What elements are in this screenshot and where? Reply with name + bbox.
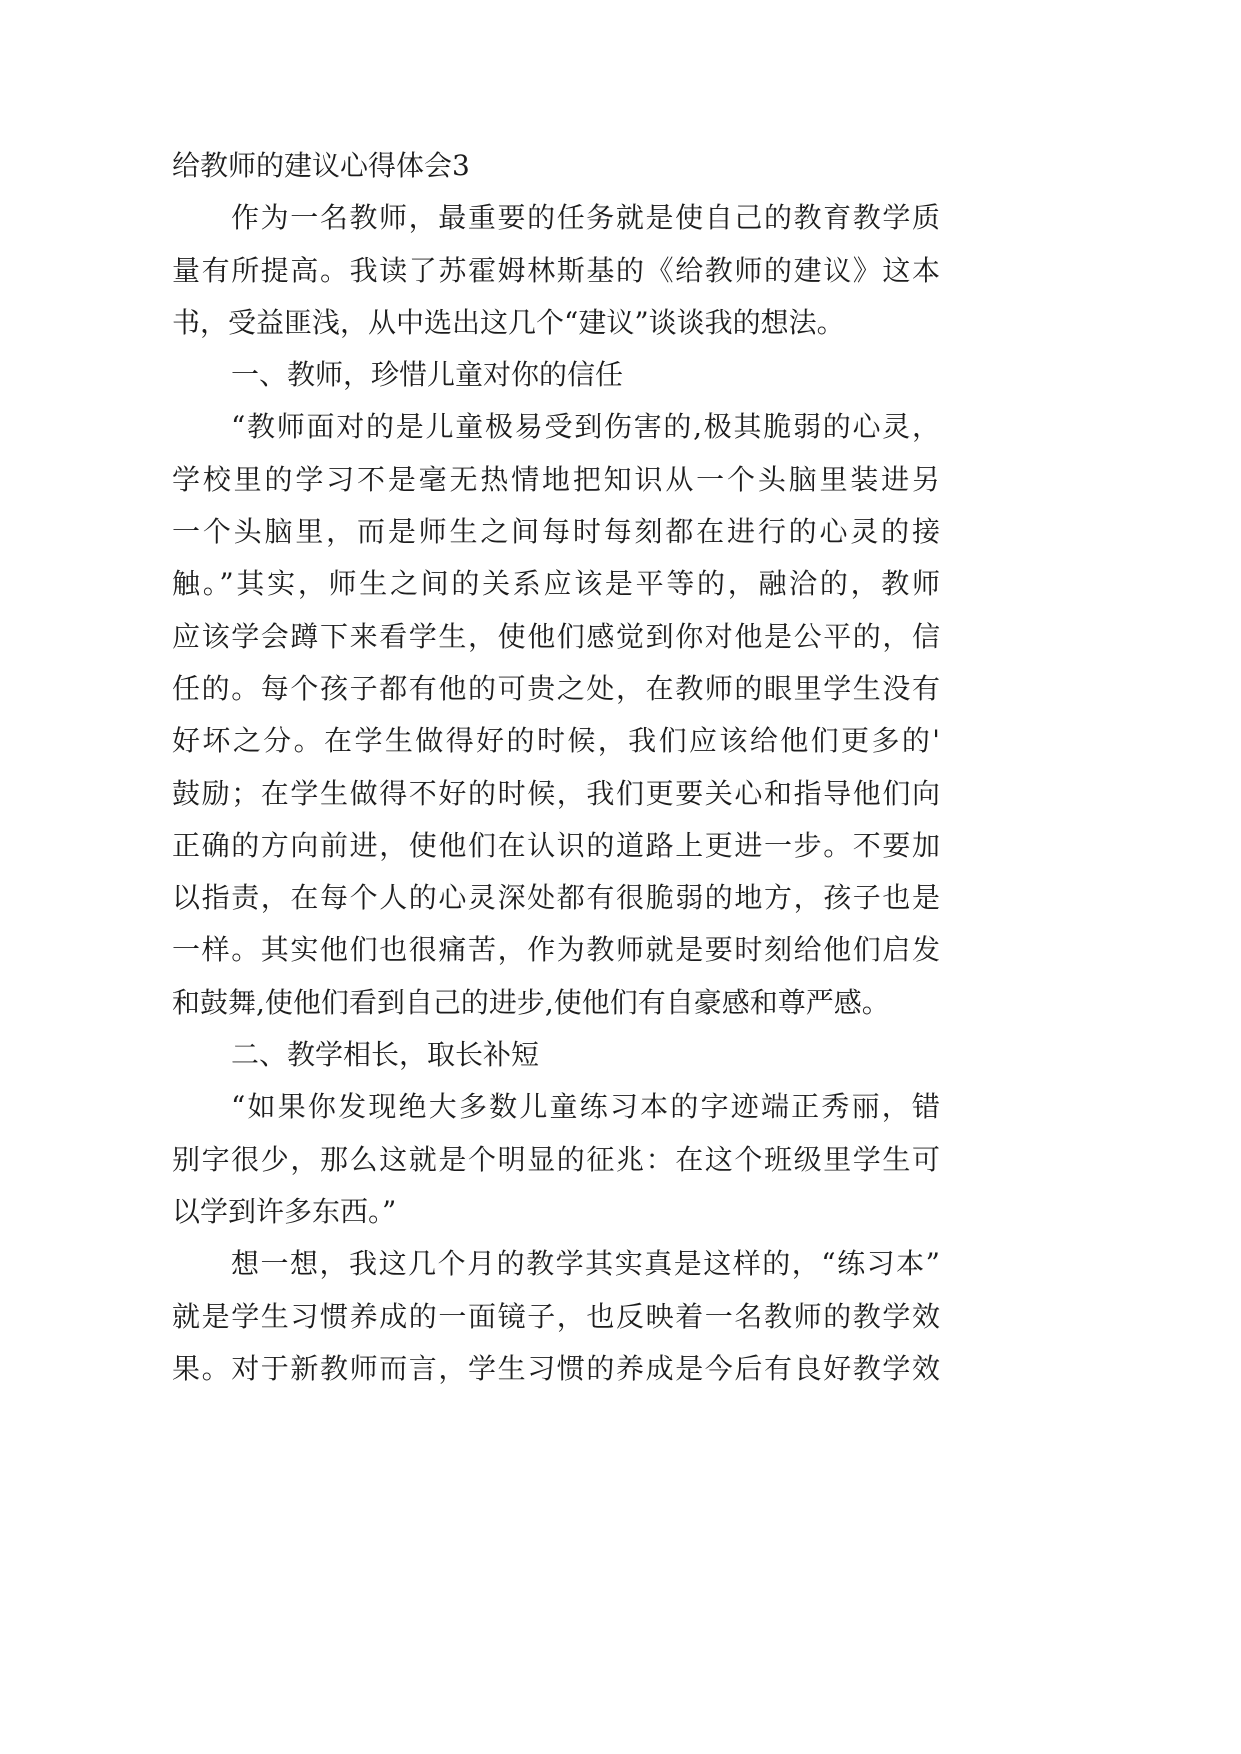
text-line: 量有所提高。我读了苏霍姆林斯基的《给教师的建议》这本 — [172, 253, 940, 287]
document-title: 给教师的建议心得体会3 — [172, 149, 470, 182]
text-line: 书，受益匪浅，从中选出这几个“建议”谈谈我的想法。 — [172, 305, 845, 339]
text-line: 以指责，在每个人的心灵深处都有很脆弱的地方，孩子也是 — [172, 881, 940, 915]
section-heading-1 — [172, 349, 940, 401]
text-line: 触。”其实，师生之间的关系应该是平等的，融洽的，教师 — [172, 567, 940, 601]
text-line: 鼓励；在学生做得不好的时候，我们更要关心和指导他们向 — [172, 776, 940, 810]
text-line: “如果你发现绝大多数儿童练习本的字迹端正秀丽，错 — [231, 1090, 940, 1124]
text-line: 应该学会蹲下来看学生，使他们感觉到你对他是公平的，信 — [172, 619, 940, 653]
text-line: 学校里的学习不是毫无热情地把知识从一个头脑里装进另 — [172, 462, 940, 496]
text-line: 正确的方向前进，使他们在认识的道路上更进一步。不要加 — [172, 828, 940, 862]
heading-line: 一、教师，珍惜儿童对你的信任 — [231, 358, 624, 392]
document-body — [172, 140, 940, 1395]
text-line: 任的。每个孩子都有他的可贵之处，在教师的眼里学生没有 — [172, 671, 940, 705]
heading-line: 二、教学相长，取长补短 — [231, 1038, 540, 1072]
text-line: 好坏之分。在学生做得好的时候，我们应该给他们更多的' — [172, 724, 940, 758]
text-line: 一样。其实他们也很痛苦，作为教师就是要时刻给他们启发 — [172, 933, 940, 967]
section-heading-2 — [172, 1029, 940, 1081]
text-line: 以学到许多东西。” — [172, 1194, 397, 1228]
text-line: 就是学生习惯养成的一面镜子，也反映着一名教师的教学效 — [172, 1299, 940, 1333]
text-line: 想一想，我这几个月的教学其实真是这样的，“练习本” — [231, 1247, 940, 1281]
text-line: 作为一名教师，最重要的任务就是使自己的教育教学质 — [231, 201, 940, 235]
paragraph-quote — [172, 1081, 940, 1238]
paragraph-trust — [172, 401, 940, 1029]
text-line: 一个头脑里，而是师生之间每时每刻都在进行的心灵的接 — [172, 515, 940, 549]
text-line: 果。对于新教师而言，学生习惯的养成是今后有良好教学效 — [172, 1351, 940, 1385]
text-line: “教师面对的是儿童极易受到伤害的,极其脆弱的心灵， — [231, 410, 940, 444]
text-line: 别字很少，那么这就是个明显的征兆：在这个班级里学生可 — [172, 1142, 940, 1176]
paragraph-reflection — [172, 1238, 940, 1395]
document-title-block — [172, 140, 940, 192]
text-line: 和鼓舞,使他们看到自己的进步,使他们有自豪感和尊严感。 — [172, 985, 890, 1019]
paragraph-intro — [172, 192, 940, 349]
